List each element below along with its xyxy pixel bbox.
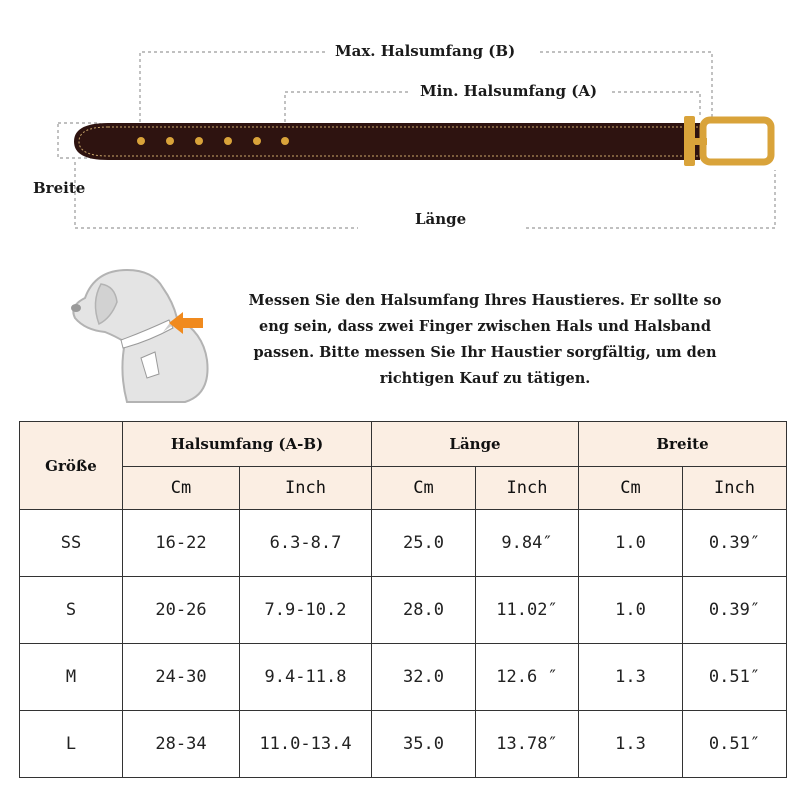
length-inch-cell: 11.02″	[476, 577, 579, 644]
width-inch-cell: 0.39″	[683, 577, 787, 644]
table-row	[20, 644, 787, 711]
length-cm-cell: 28.0	[372, 577, 476, 644]
length-inch-cell: 13.78″	[476, 711, 579, 778]
neck-cm-cell: 16-22	[123, 510, 240, 577]
size-header: Größe	[20, 422, 123, 510]
neck-inch-cell: 11.0-13.4	[240, 711, 372, 778]
length-cm-cell: 35.0	[372, 711, 476, 778]
table-row	[20, 711, 787, 778]
table-row	[20, 577, 787, 644]
width-inch-cell: 0.51″	[683, 711, 787, 778]
width-cm-cell: 1.0	[579, 577, 683, 644]
width-cm-cell: 1.3	[579, 644, 683, 711]
unit-cm: Cm	[123, 467, 240, 510]
size-cell: M	[20, 644, 123, 711]
length-inch-cell: 12.6 ″	[476, 644, 579, 711]
strap-hole	[224, 137, 232, 145]
neck-cm-cell: 24-30	[123, 644, 240, 711]
collar-diagram	[0, 0, 800, 260]
strap-hole	[137, 137, 145, 145]
unit-inch: Inch	[240, 467, 372, 510]
unit-cm: Cm	[372, 467, 476, 510]
strap-hole	[281, 137, 289, 145]
neck-cm-cell: 28-34	[123, 711, 240, 778]
length-inch-cell: 9.84″	[476, 510, 579, 577]
length-guide-left	[75, 162, 358, 228]
min-guide-left	[285, 92, 410, 128]
neck-inch-cell: 6.3-8.7	[240, 510, 372, 577]
measuring-instruction: Messen Sie den Halsumfang Ihres Haustieres. Er sollte so eng sein, dass zwei Finger zwischen Hals und Halsband passen. Bitte messen Sie Ihr Haustier sorgfältig, um den richtigen Kauf zu tätigen.	[248, 292, 722, 387]
unit-inch: Inch	[476, 467, 579, 510]
width-cm-cell: 1.0	[579, 510, 683, 577]
length-header: Länge	[372, 422, 579, 467]
table-row	[20, 510, 787, 577]
width-cm-cell: 1.3	[579, 711, 683, 778]
unit-inch: Inch	[683, 467, 787, 510]
neck-inch-cell: 7.9-10.2	[240, 577, 372, 644]
neck-cm-cell: 20-26	[123, 577, 240, 644]
neck-circumference-header: Halsumfang (A-B)	[123, 422, 372, 467]
unit-cm: Cm	[579, 467, 683, 510]
unit-header-row	[20, 467, 787, 510]
width-header: Breite	[579, 422, 787, 467]
length-cm-cell: 32.0	[372, 644, 476, 711]
table-header-row	[20, 422, 787, 467]
min-circumference-label: Min. Halsumfang (A)	[420, 82, 598, 100]
width-inch-cell: 0.51″	[683, 644, 787, 711]
dog-nose	[71, 304, 81, 312]
size-cell: L	[20, 711, 123, 778]
length-label: Länge	[415, 210, 467, 228]
length-guide-right	[526, 170, 775, 228]
strap-hole	[166, 137, 174, 145]
strap-hole	[253, 137, 261, 145]
dog-measure-illustration	[65, 262, 215, 407]
size-table	[19, 421, 787, 778]
width-label: Breite	[33, 179, 86, 197]
max-guide-left	[140, 52, 328, 128]
neck-inch-cell: 9.4-11.8	[240, 644, 372, 711]
size-cell: S	[20, 577, 123, 644]
min-guide-right	[612, 92, 700, 118]
width-inch-cell: 0.39″	[683, 510, 787, 577]
length-cm-cell: 25.0	[372, 510, 476, 577]
strap-hole	[195, 137, 203, 145]
size-cell: SS	[20, 510, 123, 577]
max-circumference-label: Max. Halsumfang (B)	[335, 42, 516, 60]
